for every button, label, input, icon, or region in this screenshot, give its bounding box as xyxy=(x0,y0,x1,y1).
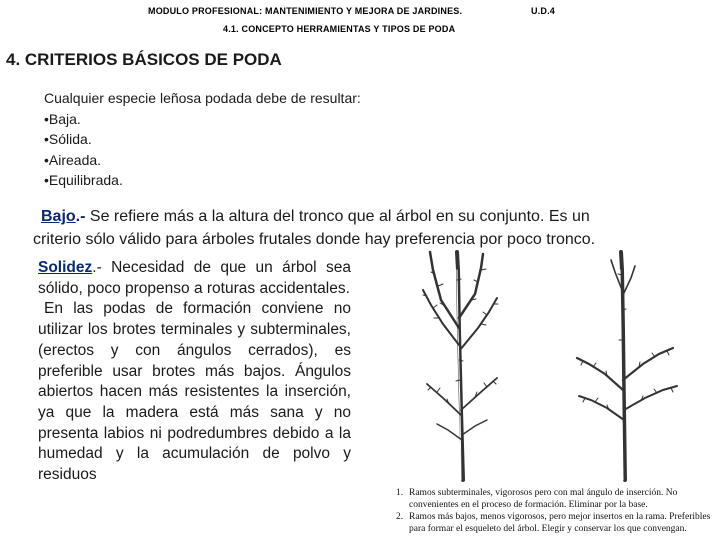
caption-item-1 xyxy=(396,488,726,511)
pruning-tree-illustration xyxy=(393,250,723,482)
solidez-text-2: En las podas de formación conviene no utilizar los brotes terminales y subterminales, (erectos y con ángulos cerrados), es preferible usar brotes más bajos. Ángulos abiertos hacen más resistentes la inserción, ya que la madera está más sana y no presenta labios ni podredumbres debido a la humedad y la acumulación de polvo y residuos xyxy=(38,300,351,484)
criteria-item-aireada: •Aireada. xyxy=(44,151,102,168)
caption-text-2: Ramos más bajos, menos vigorosos, pero mejor insertos en la rama. Preferibles para formar el esqueleto del árbol. Elegir y conservar los que convengan. xyxy=(409,512,711,534)
caption-item-2 xyxy=(396,512,726,535)
header-unit: U.D.4 xyxy=(531,6,556,16)
criteria-item-solida: •Sólida. xyxy=(44,131,92,147)
caption-text-1: Ramos subterminales, vigorosos pero con mal ángulo de inserción. No convenientes en el proceso de formación. Eliminar por la base. xyxy=(409,488,678,510)
tree-subterminal-branches xyxy=(423,252,498,480)
tree-lower-branches xyxy=(577,252,677,480)
figure-caption xyxy=(396,488,726,535)
bajo-paragraph xyxy=(33,205,673,251)
solidez-text-1: .- Necesidad de que un árbol sea sólido, poco propenso a roturas accidentales. xyxy=(38,259,351,297)
criteria-item-equilibrada: •Equilibrada. xyxy=(44,172,123,188)
solidez-term: Solidez xyxy=(38,259,93,276)
bajo-text-line2: criterio sólo válido para árboles frutales donde hay preferencia por poco tronco. xyxy=(33,231,596,248)
header-module: MODULO PROFESIONAL: MANTENIMIENTO Y MEJORA DE JARDINES. xyxy=(148,6,463,16)
bajo-term: Bajo xyxy=(41,208,76,225)
criteria-item-baja: •Baja. xyxy=(44,110,81,127)
criteria-list xyxy=(44,88,361,191)
caption-number-1: 1. xyxy=(396,488,404,498)
solidez-paragraph xyxy=(38,258,351,486)
caption-number-2: 2. xyxy=(396,512,404,522)
bajo-text-line1: Se refiere más a la altura del tronco que al árbol en su conjunto. Es un xyxy=(85,208,590,225)
bajo-separator: .- xyxy=(75,208,86,225)
header-section: 4.1. CONCEPTO HERRAMIENTAS Y TIPOS DE PODA xyxy=(223,24,456,34)
criteria-lead: Cualquier especie leñosa podada debe de resultar: xyxy=(44,90,361,106)
page-title: 4. CRITERIOS BÁSICOS DE PODA xyxy=(6,50,282,69)
